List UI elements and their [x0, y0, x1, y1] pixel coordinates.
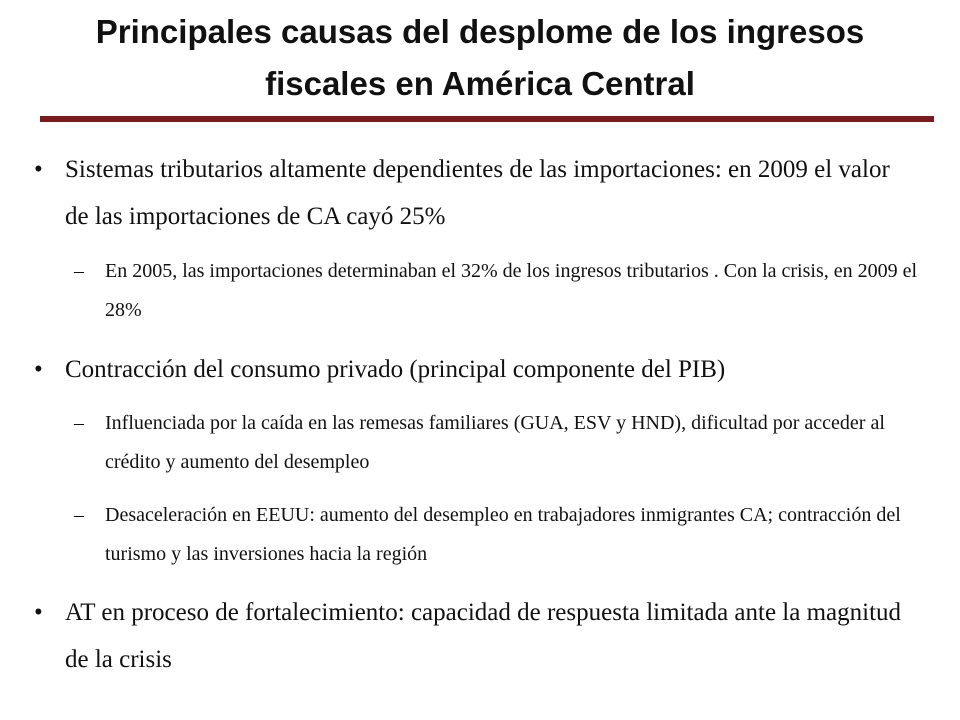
sub-bullet-item-2-1: [74, 404, 934, 482]
title-line-2: fiscales en América Central: [265, 65, 695, 102]
dash-marker: –: [74, 260, 84, 282]
sub-bullet-item-1-1: [74, 252, 934, 330]
bullet-text: Contracción del consumo privado (principal componente del PIB): [65, 356, 726, 383]
bullet-marker: •: [34, 599, 43, 626]
bullet-item-2: [34, 346, 914, 393]
bullet-item-1: [34, 146, 914, 240]
bullet-text: AT en proceso de fortalecimiento: capacidad de respuesta limitada ante la magnitud de la crisis: [65, 599, 902, 673]
title-line-1: Principales causas del desplome de los ingresos: [95, 13, 865, 50]
sub-bullet-text: En 2005, las importaciones determinaban el 32% de los ingresos tributarios . Con la crisis, en 2009 el 28%: [105, 260, 918, 321]
bullet-marker: •: [34, 356, 43, 383]
bullet-item-3: [34, 589, 914, 683]
bullet-marker: •: [34, 156, 43, 183]
bullet-text: Sistemas tributarios altamente dependientes de las importaciones: en 2009 el valor de las importaciones de CA cayó 25%: [65, 156, 890, 230]
dash-marker: –: [74, 504, 84, 526]
sub-bullet-item-2-2: [74, 496, 934, 574]
sub-bullet-text: Influenciada por la caída en las remesas familiares (GUA, ESV y HND), dificultad por acceder al crédito y aumento del desempleo: [105, 412, 885, 473]
dash-marker: –: [74, 412, 84, 434]
sub-bullet-text: Desaceleración en EEUU: aumento del desempleo en trabajadores inmigrantes CA; contracción del turismo y las inversiones hacia la región: [105, 504, 901, 565]
